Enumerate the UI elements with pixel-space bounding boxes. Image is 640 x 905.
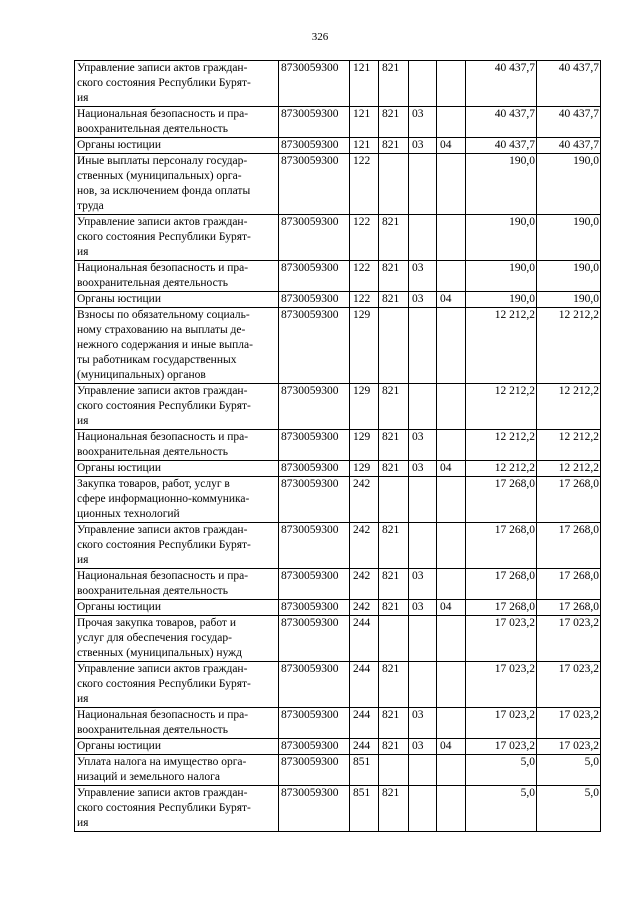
amount-2-cell: 12 212,2 [537, 461, 601, 477]
target-article-cell: 8730059300 [279, 292, 350, 308]
ministry-code-cell: 821 [379, 786, 409, 832]
section-cell [409, 477, 437, 523]
row-name-cell: Управление записи актов граждан- ского состояния Республики Бурят- ия [75, 215, 279, 261]
ministry-code-cell [379, 616, 409, 662]
ministry-code-cell: 821 [379, 384, 409, 430]
target-article-cell: 8730059300 [279, 739, 350, 755]
table-row [75, 215, 601, 261]
subsection-cell [437, 755, 466, 786]
target-article-cell: 8730059300 [279, 461, 350, 477]
amount-1-cell: 190,0 [466, 215, 537, 261]
section-cell [409, 523, 437, 569]
amount-1-cell: 17 023,2 [466, 708, 537, 739]
section-cell [409, 308, 437, 384]
ministry-code-cell [379, 477, 409, 523]
subsection-cell [437, 384, 466, 430]
ministry-code-cell: 821 [379, 600, 409, 616]
subsection-cell [437, 616, 466, 662]
amount-1-cell: 5,0 [466, 786, 537, 832]
amount-1-cell: 190,0 [466, 292, 537, 308]
expense-type-cell: 129 [350, 430, 379, 461]
table-row [75, 708, 601, 739]
amount-1-cell: 40 437,7 [466, 61, 537, 107]
amount-2-cell: 190,0 [537, 261, 601, 292]
expense-type-cell: 242 [350, 523, 379, 569]
section-cell: 03 [409, 739, 437, 755]
section-cell [409, 61, 437, 107]
subsection-cell [437, 308, 466, 384]
ministry-code-cell: 821 [379, 569, 409, 600]
target-article-cell: 8730059300 [279, 138, 350, 154]
expense-type-cell: 122 [350, 154, 379, 215]
ministry-code-cell: 821 [379, 261, 409, 292]
target-article-cell: 8730059300 [279, 755, 350, 786]
target-article-cell: 8730059300 [279, 662, 350, 708]
amount-2-cell: 17 268,0 [537, 523, 601, 569]
table-row [75, 384, 601, 430]
row-name-cell: Органы юстиции [75, 292, 279, 308]
row-name-cell: Управление записи актов граждан- ского состояния Республики Бурят- ия [75, 523, 279, 569]
amount-2-cell: 190,0 [537, 215, 601, 261]
target-article-cell: 8730059300 [279, 708, 350, 739]
table-row [75, 739, 601, 755]
section-cell: 03 [409, 138, 437, 154]
amount-2-cell: 17 268,0 [537, 569, 601, 600]
expense-type-cell: 121 [350, 107, 379, 138]
expense-type-cell: 122 [350, 292, 379, 308]
amount-1-cell: 17 023,2 [466, 662, 537, 708]
amount-1-cell: 17 268,0 [466, 569, 537, 600]
section-cell [409, 616, 437, 662]
row-name-cell: Органы юстиции [75, 600, 279, 616]
expense-type-cell: 122 [350, 261, 379, 292]
amount-1-cell: 17 268,0 [466, 477, 537, 523]
table-row [75, 786, 601, 832]
table-row [75, 461, 601, 477]
amount-1-cell: 17 268,0 [466, 600, 537, 616]
expense-type-cell: 121 [350, 61, 379, 107]
row-name-cell: Органы юстиции [75, 461, 279, 477]
target-article-cell: 8730059300 [279, 477, 350, 523]
row-name-cell: Уплата налога на имущество орга- низаций и земельного налога [75, 755, 279, 786]
amount-1-cell: 190,0 [466, 261, 537, 292]
expense-type-cell: 244 [350, 616, 379, 662]
ministry-code-cell [379, 154, 409, 215]
amount-2-cell: 17 023,2 [537, 739, 601, 755]
row-name-cell: Управление записи актов граждан- ского состояния Республики Бурят- ия [75, 384, 279, 430]
target-article-cell: 8730059300 [279, 261, 350, 292]
expense-type-cell: 121 [350, 138, 379, 154]
expense-type-cell: 244 [350, 739, 379, 755]
amount-1-cell: 5,0 [466, 755, 537, 786]
expense-type-cell: 242 [350, 569, 379, 600]
ministry-code-cell [379, 755, 409, 786]
expense-type-cell: 851 [350, 786, 379, 832]
amount-1-cell: 17 268,0 [466, 523, 537, 569]
expense-type-cell: 242 [350, 600, 379, 616]
subsection-cell [437, 523, 466, 569]
row-name-cell: Национальная безопасность и пра- воохранительная деятельность [75, 569, 279, 600]
amount-2-cell: 17 023,2 [537, 708, 601, 739]
table-row [75, 138, 601, 154]
target-article-cell: 8730059300 [279, 107, 350, 138]
subsection-cell: 04 [437, 138, 466, 154]
ministry-code-cell: 821 [379, 523, 409, 569]
target-article-cell: 8730059300 [279, 308, 350, 384]
amount-2-cell: 17 023,2 [537, 616, 601, 662]
subsection-cell [437, 261, 466, 292]
amount-1-cell: 12 212,2 [466, 430, 537, 461]
subsection-cell: 04 [437, 739, 466, 755]
expense-type-cell: 244 [350, 662, 379, 708]
amount-2-cell: 12 212,2 [537, 430, 601, 461]
ministry-code-cell: 821 [379, 138, 409, 154]
section-cell: 03 [409, 107, 437, 138]
expense-type-cell: 129 [350, 384, 379, 430]
amount-2-cell: 40 437,7 [537, 61, 601, 107]
target-article-cell: 8730059300 [279, 616, 350, 662]
subsection-cell: 04 [437, 461, 466, 477]
amount-2-cell: 17 023,2 [537, 662, 601, 708]
target-article-cell: 8730059300 [279, 600, 350, 616]
amount-1-cell: 190,0 [466, 154, 537, 215]
section-cell: 03 [409, 708, 437, 739]
subsection-cell [437, 477, 466, 523]
amount-2-cell: 12 212,2 [537, 384, 601, 430]
table-row [75, 600, 601, 616]
expense-type-cell: 244 [350, 708, 379, 739]
target-article-cell: 8730059300 [279, 61, 350, 107]
ministry-code-cell: 821 [379, 107, 409, 138]
ministry-code-cell: 821 [379, 662, 409, 708]
section-cell: 03 [409, 461, 437, 477]
table-row [75, 292, 601, 308]
amount-2-cell: 190,0 [537, 154, 601, 215]
amount-1-cell: 12 212,2 [466, 461, 537, 477]
row-name-cell: Национальная безопасность и пра- воохранительная деятельность [75, 430, 279, 461]
amount-2-cell: 40 437,7 [537, 138, 601, 154]
ministry-code-cell: 821 [379, 430, 409, 461]
expense-type-cell: 242 [350, 477, 379, 523]
table-row [75, 616, 601, 662]
table-row [75, 755, 601, 786]
table-row [75, 107, 601, 138]
target-article-cell: 8730059300 [279, 523, 350, 569]
subsection-cell: 04 [437, 292, 466, 308]
target-article-cell: 8730059300 [279, 384, 350, 430]
target-article-cell: 8730059300 [279, 569, 350, 600]
table-row [75, 430, 601, 461]
table-row [75, 261, 601, 292]
subsection-cell [437, 786, 466, 832]
row-name-cell: Национальная безопасность и пра- воохранительная деятельность [75, 708, 279, 739]
amount-2-cell: 190,0 [537, 292, 601, 308]
amount-2-cell: 17 268,0 [537, 600, 601, 616]
row-name-cell: Национальная безопасность и пра- воохранительная деятельность [75, 261, 279, 292]
amount-1-cell: 17 023,2 [466, 739, 537, 755]
amount-2-cell: 17 268,0 [537, 477, 601, 523]
section-cell: 03 [409, 261, 437, 292]
subsection-cell [437, 569, 466, 600]
section-cell [409, 786, 437, 832]
ministry-code-cell: 821 [379, 61, 409, 107]
amount-2-cell: 40 437,7 [537, 107, 601, 138]
page-number: 326 [311, 31, 329, 43]
ministry-code-cell: 821 [379, 739, 409, 755]
amount-2-cell: 12 212,2 [537, 308, 601, 384]
row-name-cell: Органы юстиции [75, 739, 279, 755]
table-row [75, 308, 601, 384]
section-cell [409, 215, 437, 261]
subsection-cell [437, 215, 466, 261]
table-row [75, 662, 601, 708]
amount-1-cell: 12 212,2 [466, 308, 537, 384]
table-row [75, 477, 601, 523]
ministry-code-cell: 821 [379, 708, 409, 739]
expense-type-cell: 122 [350, 215, 379, 261]
amount-2-cell: 5,0 [537, 755, 601, 786]
table-row [75, 61, 601, 107]
ministry-code-cell: 821 [379, 215, 409, 261]
subsection-cell [437, 662, 466, 708]
subsection-cell [437, 61, 466, 107]
amount-1-cell: 40 437,7 [466, 138, 537, 154]
section-cell: 03 [409, 600, 437, 616]
row-name-cell: Управление записи актов граждан- ского состояния Республики Бурят- ия [75, 786, 279, 832]
subsection-cell [437, 430, 466, 461]
amount-1-cell: 40 437,7 [466, 107, 537, 138]
table-row [75, 523, 601, 569]
section-cell: 03 [409, 292, 437, 308]
target-article-cell: 8730059300 [279, 786, 350, 832]
row-name-cell: Взносы по обязательному социаль- ному страхованию на выплаты де- нежного содержания и иные выпла- ты работникам государственных (муниципальных) органов [75, 308, 279, 384]
ministry-code-cell: 821 [379, 461, 409, 477]
row-name-cell: Закупка товаров, работ, услуг в сфере информационно-коммуника- ционных технологий [75, 477, 279, 523]
section-cell [409, 384, 437, 430]
row-name-cell: Прочая закупка товаров, работ и услуг для обеспечения государ- ственных (муниципальных) нужд [75, 616, 279, 662]
subsection-cell: 04 [437, 600, 466, 616]
subsection-cell [437, 708, 466, 739]
target-article-cell: 8730059300 [279, 215, 350, 261]
table-row [75, 154, 601, 215]
section-cell [409, 662, 437, 708]
row-name-cell: Управление записи актов граждан- ского состояния Республики Бурят- ия [75, 662, 279, 708]
table-row [75, 569, 601, 600]
amount-1-cell: 17 023,2 [466, 616, 537, 662]
section-cell [409, 755, 437, 786]
ministry-code-cell: 821 [379, 292, 409, 308]
expense-type-cell: 129 [350, 308, 379, 384]
expense-type-cell: 129 [350, 461, 379, 477]
target-article-cell: 8730059300 [279, 430, 350, 461]
subsection-cell [437, 154, 466, 215]
amount-2-cell: 5,0 [537, 786, 601, 832]
table-body [75, 61, 601, 832]
row-name-cell: Иные выплаты персоналу государ- ственных (муниципальных) орга- нов, за исключением фонда оплаты труда [75, 154, 279, 215]
section-cell: 03 [409, 569, 437, 600]
section-cell [409, 154, 437, 215]
row-name-cell: Национальная безопасность и пра- воохранительная деятельность [75, 107, 279, 138]
section-cell: 03 [409, 430, 437, 461]
subsection-cell [437, 107, 466, 138]
expense-type-cell: 851 [350, 755, 379, 786]
ministry-code-cell [379, 308, 409, 384]
amount-1-cell: 12 212,2 [466, 384, 537, 430]
target-article-cell: 8730059300 [279, 154, 350, 215]
row-name-cell: Органы юстиции [75, 138, 279, 154]
budget-table [74, 60, 601, 832]
row-name-cell: Управление записи актов граждан- ского состояния Республики Бурят- ия [75, 61, 279, 107]
